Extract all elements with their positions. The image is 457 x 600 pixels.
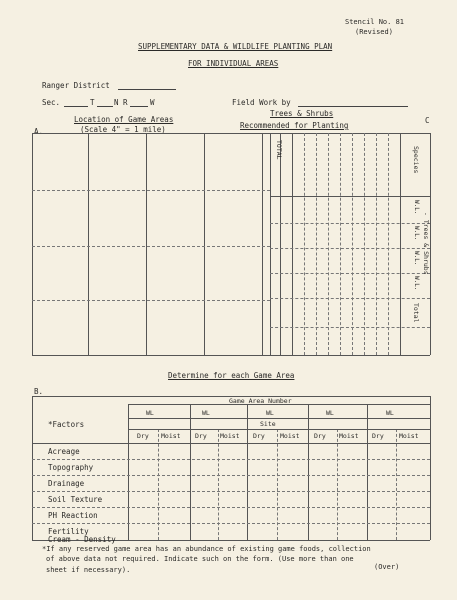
section-b-marker: B. bbox=[34, 387, 44, 396]
wl-label-2: W.L. bbox=[413, 226, 420, 241]
over-label: (Over) bbox=[374, 563, 400, 571]
col-dry-2: Dry bbox=[195, 432, 207, 440]
col-moist-2: Moist bbox=[220, 432, 240, 440]
township-label: T bbox=[90, 98, 95, 107]
range-field[interactable] bbox=[130, 106, 148, 107]
col-moist-4: Moist bbox=[339, 432, 359, 440]
factor-cream-density: Cream - Density bbox=[48, 535, 116, 544]
factor-drainage: Drainage bbox=[48, 479, 85, 488]
section-c-marker: C bbox=[425, 116, 430, 125]
section-a-marker: A. bbox=[34, 127, 44, 136]
form-subtitle: FOR INDIVIDUAL AREAS bbox=[188, 59, 279, 68]
wl-col-1: WL bbox=[146, 409, 154, 417]
wl-col-2: WL bbox=[202, 409, 210, 417]
wl-col-4: WL bbox=[326, 409, 334, 417]
form-title: SUPPLEMENTARY DATA & WILDLIFE PLANTING PLAN bbox=[138, 42, 333, 51]
footnote-line-3: sheet if necessary). bbox=[46, 566, 131, 574]
total-row-label: Total bbox=[412, 303, 420, 323]
ranger-district-field[interactable] bbox=[118, 89, 176, 90]
col-moist-3: Moist bbox=[280, 432, 300, 440]
scale-label: (Scale 4" = 1 mile) bbox=[80, 125, 166, 134]
col-moist-1: Moist bbox=[161, 432, 181, 440]
field-work-by-field[interactable] bbox=[298, 106, 408, 107]
factor-ph-reaction: PH Reaction bbox=[48, 511, 98, 520]
total-column-label: TOTAL bbox=[275, 140, 283, 160]
revised-label: (Revised) bbox=[355, 28, 393, 36]
wl-label-4: W.L. bbox=[413, 276, 420, 291]
footnote-line-2: of above data not required. Indicate such on the form. (Use more than one bbox=[46, 555, 354, 563]
north-label: N bbox=[114, 98, 119, 107]
west-label: W bbox=[150, 98, 155, 107]
trees-shrubs-vertical: - Trees & Shrubs bbox=[422, 212, 430, 275]
footnote-line-1: *If any reserved game area has an abundance of existing game foods, collection bbox=[42, 545, 371, 553]
stencil-number: Stencil No. 81 bbox=[345, 18, 405, 26]
factor-topography: Topography bbox=[48, 463, 94, 472]
sec-label: Sec. bbox=[42, 98, 61, 107]
determine-title: Determine for each Game Area bbox=[168, 371, 295, 380]
range-label: R bbox=[123, 98, 128, 107]
sec-field[interactable] bbox=[64, 106, 88, 107]
factor-fertility: Fertility bbox=[48, 527, 89, 536]
col-dry-1: Dry bbox=[137, 432, 149, 440]
ranger-district-label: Ranger District bbox=[42, 81, 110, 90]
site-label: Site bbox=[260, 420, 276, 428]
wl-col-3: WL bbox=[266, 409, 274, 417]
trees-shrubs-title: Trees & Shrubs bbox=[270, 109, 334, 118]
factor-acreage: Acreage bbox=[48, 447, 80, 456]
field-work-by-label: Field Work by bbox=[232, 98, 291, 107]
col-dry-4: Dry bbox=[314, 432, 326, 440]
township-field[interactable] bbox=[97, 106, 113, 107]
col-moist-5: Moist bbox=[399, 432, 419, 440]
species-label: Species bbox=[412, 146, 420, 174]
recommended-planting-title: Recommended for Planting bbox=[240, 121, 349, 130]
col-dry-5: Dry bbox=[372, 432, 384, 440]
factor-soil-texture: Soil Texture bbox=[48, 495, 103, 504]
col-dry-3: Dry bbox=[253, 432, 265, 440]
location-game-areas-title: Location of Game Areas bbox=[74, 115, 174, 124]
wl-label-1: W.L. bbox=[413, 200, 420, 215]
factors-header: *Factors bbox=[48, 420, 85, 429]
wl-label-3: W.L. bbox=[413, 251, 420, 266]
wl-col-5: WL bbox=[386, 409, 394, 417]
game-area-number-label: Game Area Number bbox=[229, 397, 292, 405]
